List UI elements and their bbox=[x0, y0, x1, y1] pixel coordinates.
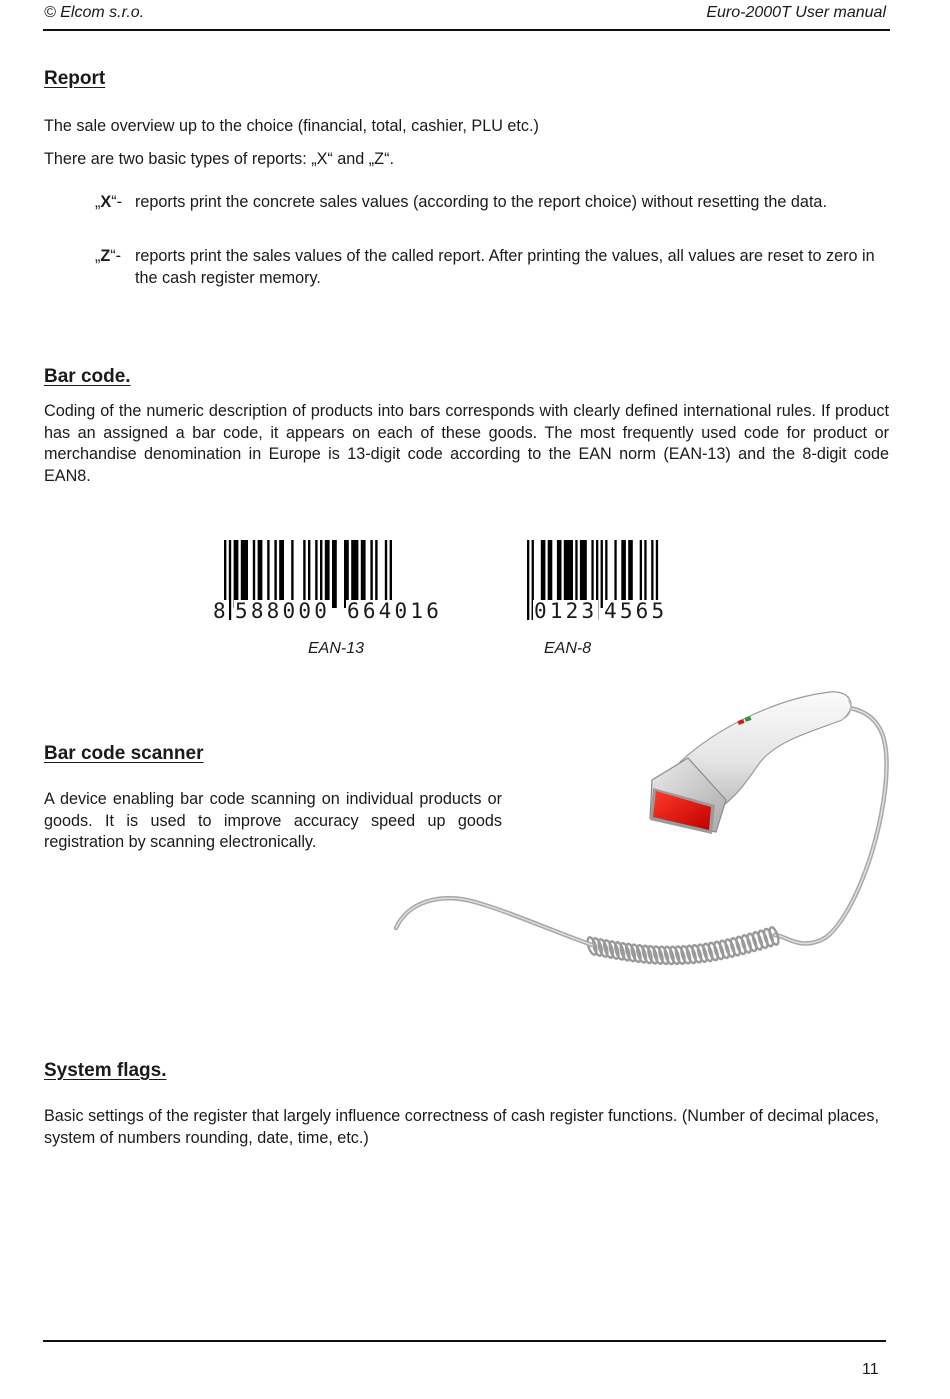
header-company: © Elcom s.r.o. bbox=[44, 4, 145, 21]
ean13-first-digit: 8 bbox=[213, 599, 229, 623]
report-x-marker: „X“- bbox=[95, 193, 122, 211]
barcode-scanner-image bbox=[380, 680, 910, 990]
ean13-right-digits: 664016 bbox=[347, 599, 443, 623]
page-number: 11 bbox=[862, 1361, 879, 1378]
report-z-text: reports print the sales values of the called report. After printing the values, all values are reset to zero in the cash register memory. bbox=[135, 247, 875, 287]
report-x-item bbox=[95, 192, 875, 236]
ean13-barcode bbox=[210, 538, 465, 626]
scanner-heading: Bar code scanner bbox=[44, 743, 204, 764]
flags-heading: System flags. bbox=[44, 1060, 167, 1081]
ean8-barcode bbox=[523, 538, 673, 626]
report-heading: Report bbox=[44, 68, 106, 89]
header-rule bbox=[43, 29, 890, 31]
ean8-right-digits: 4565 bbox=[604, 599, 668, 623]
ean8-left-digits: 0123 bbox=[534, 599, 598, 623]
ean8-caption: EAN-8 bbox=[544, 640, 592, 657]
barcode-heading: Bar code. bbox=[44, 366, 131, 387]
header-manual-title: Euro-2000T User manual bbox=[706, 4, 886, 21]
report-intro: The sale overview up to the choice (financial, total, cashier, PLU etc.) bbox=[44, 117, 539, 135]
barcode-description: Coding of the numeric description of products into bars corresponds with clearly defined international rules. If product has an assigned a bar code, it appears on each of these goods. The most frequently used code for product or merchandise denomination in Europe is 13-digit code according to the EAN norm (EAN-13) and the 8-digit code EAN8. bbox=[44, 402, 889, 485]
ean13-left-digits: 588000 bbox=[235, 599, 331, 623]
ean13-caption: EAN-13 bbox=[308, 640, 365, 657]
report-types: There are two basic types of reports: „X“ and „Z“. bbox=[44, 150, 394, 168]
footer-rule bbox=[43, 1340, 886, 1342]
report-z-item bbox=[95, 246, 875, 290]
flags-description: Basic settings of the register that largely influence correctness of cash register functions. (Number of decimal places, system of numbers rounding, date, time, etc.) bbox=[44, 1107, 879, 1147]
scanner-description: A device enabling bar code scanning on individual products or goods. It is used to improve accuracy speed up goods registration by scanning electronically. bbox=[44, 790, 502, 851]
report-z-marker: „Z“- bbox=[95, 247, 122, 265]
report-x-text: reports print the concrete sales values (according to the report choice) without resetting the data. bbox=[135, 193, 827, 211]
